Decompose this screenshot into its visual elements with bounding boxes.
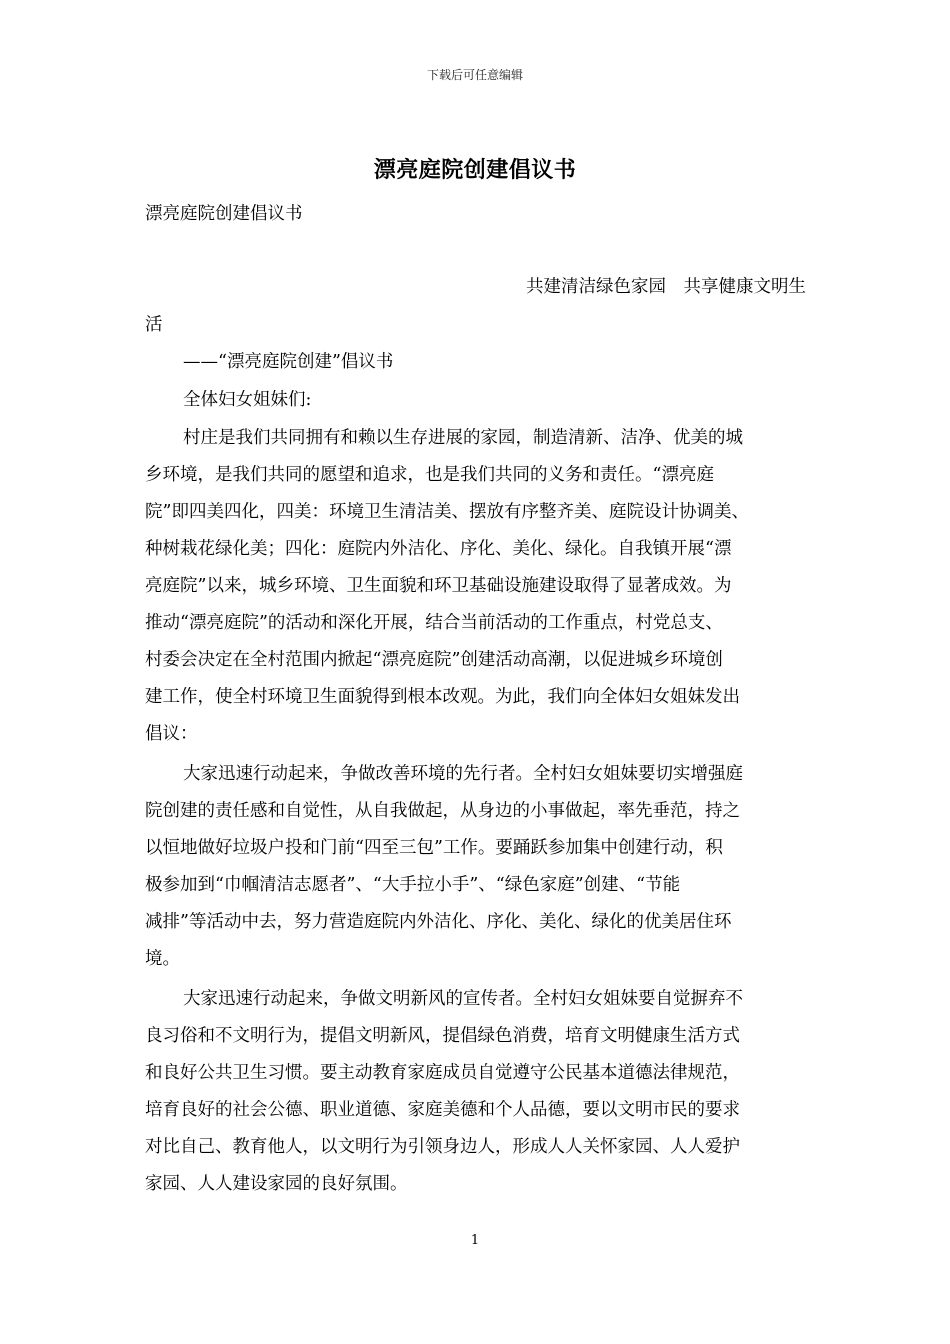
- paragraph-1-line: 村委会决定在全村范围内掀起“漂亮庭院”创建活动高潮，以促进城乡环境创: [145, 650, 723, 670]
- paragraph-3-line: 家园、人人建设家园的良好氛围。: [145, 1174, 408, 1194]
- paragraph-1-line: 院”即四美四化，四美：环境卫生清洁美、摆放有序整齐美、庭院设计协调美、: [145, 502, 749, 522]
- paragraph-1-line: 建工作，使全村环境卫生面貌得到根本改观。为此，我们向全体妇女姐妹发出: [145, 687, 740, 707]
- paragraph-2-line: 以恒地做好垃圾户投和门前“四至三包”工作。要踊跃参加集中创建行动，积: [145, 838, 723, 858]
- paragraph-3-line: 良习俗和不文明行为，提倡文明新风，提倡绿色消费，培育文明健康生活方式: [145, 1026, 740, 1046]
- paragraph-1-line: 亮庭院”以来，城乡环境、卫生面貌和环卫基础设施建设取得了显著成效。为: [145, 576, 732, 596]
- document-subtitle: 漂亮庭院创建倡议书: [145, 204, 303, 224]
- document-title: 漂亮庭院创建倡议书: [373, 157, 577, 183]
- paragraph-1-line: 种树栽花绿化美；四化：庭院内外洁化、序化、美化、绿化。自我镇开展“漂: [145, 539, 732, 559]
- paragraph-1-line: 村庄是我们共同拥有和赖以生存进展的家园，制造清新、洁净、优美的城: [183, 428, 743, 448]
- paragraph-2-line: 院创建的责任感和自觉性，从自我做起，从身边的小事做起，率先垂范，持之: [145, 801, 740, 821]
- paragraph-3-line: 培育良好的社会公德、职业道德、家庭美德和个人品德，要以文明市民的要求: [145, 1100, 740, 1120]
- page-header-note: 下载后可任意编辑: [426, 68, 523, 82]
- salutation: 全体妇女姐妹们:: [183, 390, 312, 410]
- paragraph-2-line: 境。: [145, 949, 180, 969]
- paragraph-2-line: 减排”等活动中去，努力营造庭院内外洁化、序化、美化、绿化的优美居住环: [145, 912, 732, 932]
- paragraph-2-line: 大家迅速行动起来，争做改善环境的先行者。全村妇女姐妹要切实增强庭: [183, 764, 743, 784]
- paragraph-3-line: 对比自己、教育他人，以文明行为引领身边人，形成人人关怀家园、人人爱护: [145, 1137, 740, 1157]
- paragraph-1-line: 乡环境，是我们共同的愿望和追求，也是我们共同的义务和责任。“漂亮庭: [145, 465, 714, 485]
- page-number: 1: [470, 1233, 480, 1248]
- paragraph-3-line: 大家迅速行动起来，争做文明新风的宣传者。全村妇女姐妹要自觉摒弃不: [183, 989, 743, 1009]
- slogan-line-2: 活: [145, 315, 163, 335]
- paragraph-1-line: 倡议：: [145, 724, 198, 744]
- paragraph-2-line: 极参加到“巾帼清洁志愿者”、“大手拉小手”、“绿色家庭”创建、“节能: [145, 875, 681, 895]
- sub-heading: ——“漂亮庭院创建”倡议书: [183, 352, 394, 372]
- paragraph-3-line: 和良好公共卫生习惯。要主动教育家庭成员自觉遵守公民基本道德法律规范，: [145, 1063, 740, 1083]
- slogan-line-1: 共建清洁绿色家园 共享健康文明生: [526, 277, 806, 297]
- paragraph-1-line: 推动“漂亮庭院”的活动和深化开展，结合当前活动的工作重点，村党总支、: [145, 613, 723, 633]
